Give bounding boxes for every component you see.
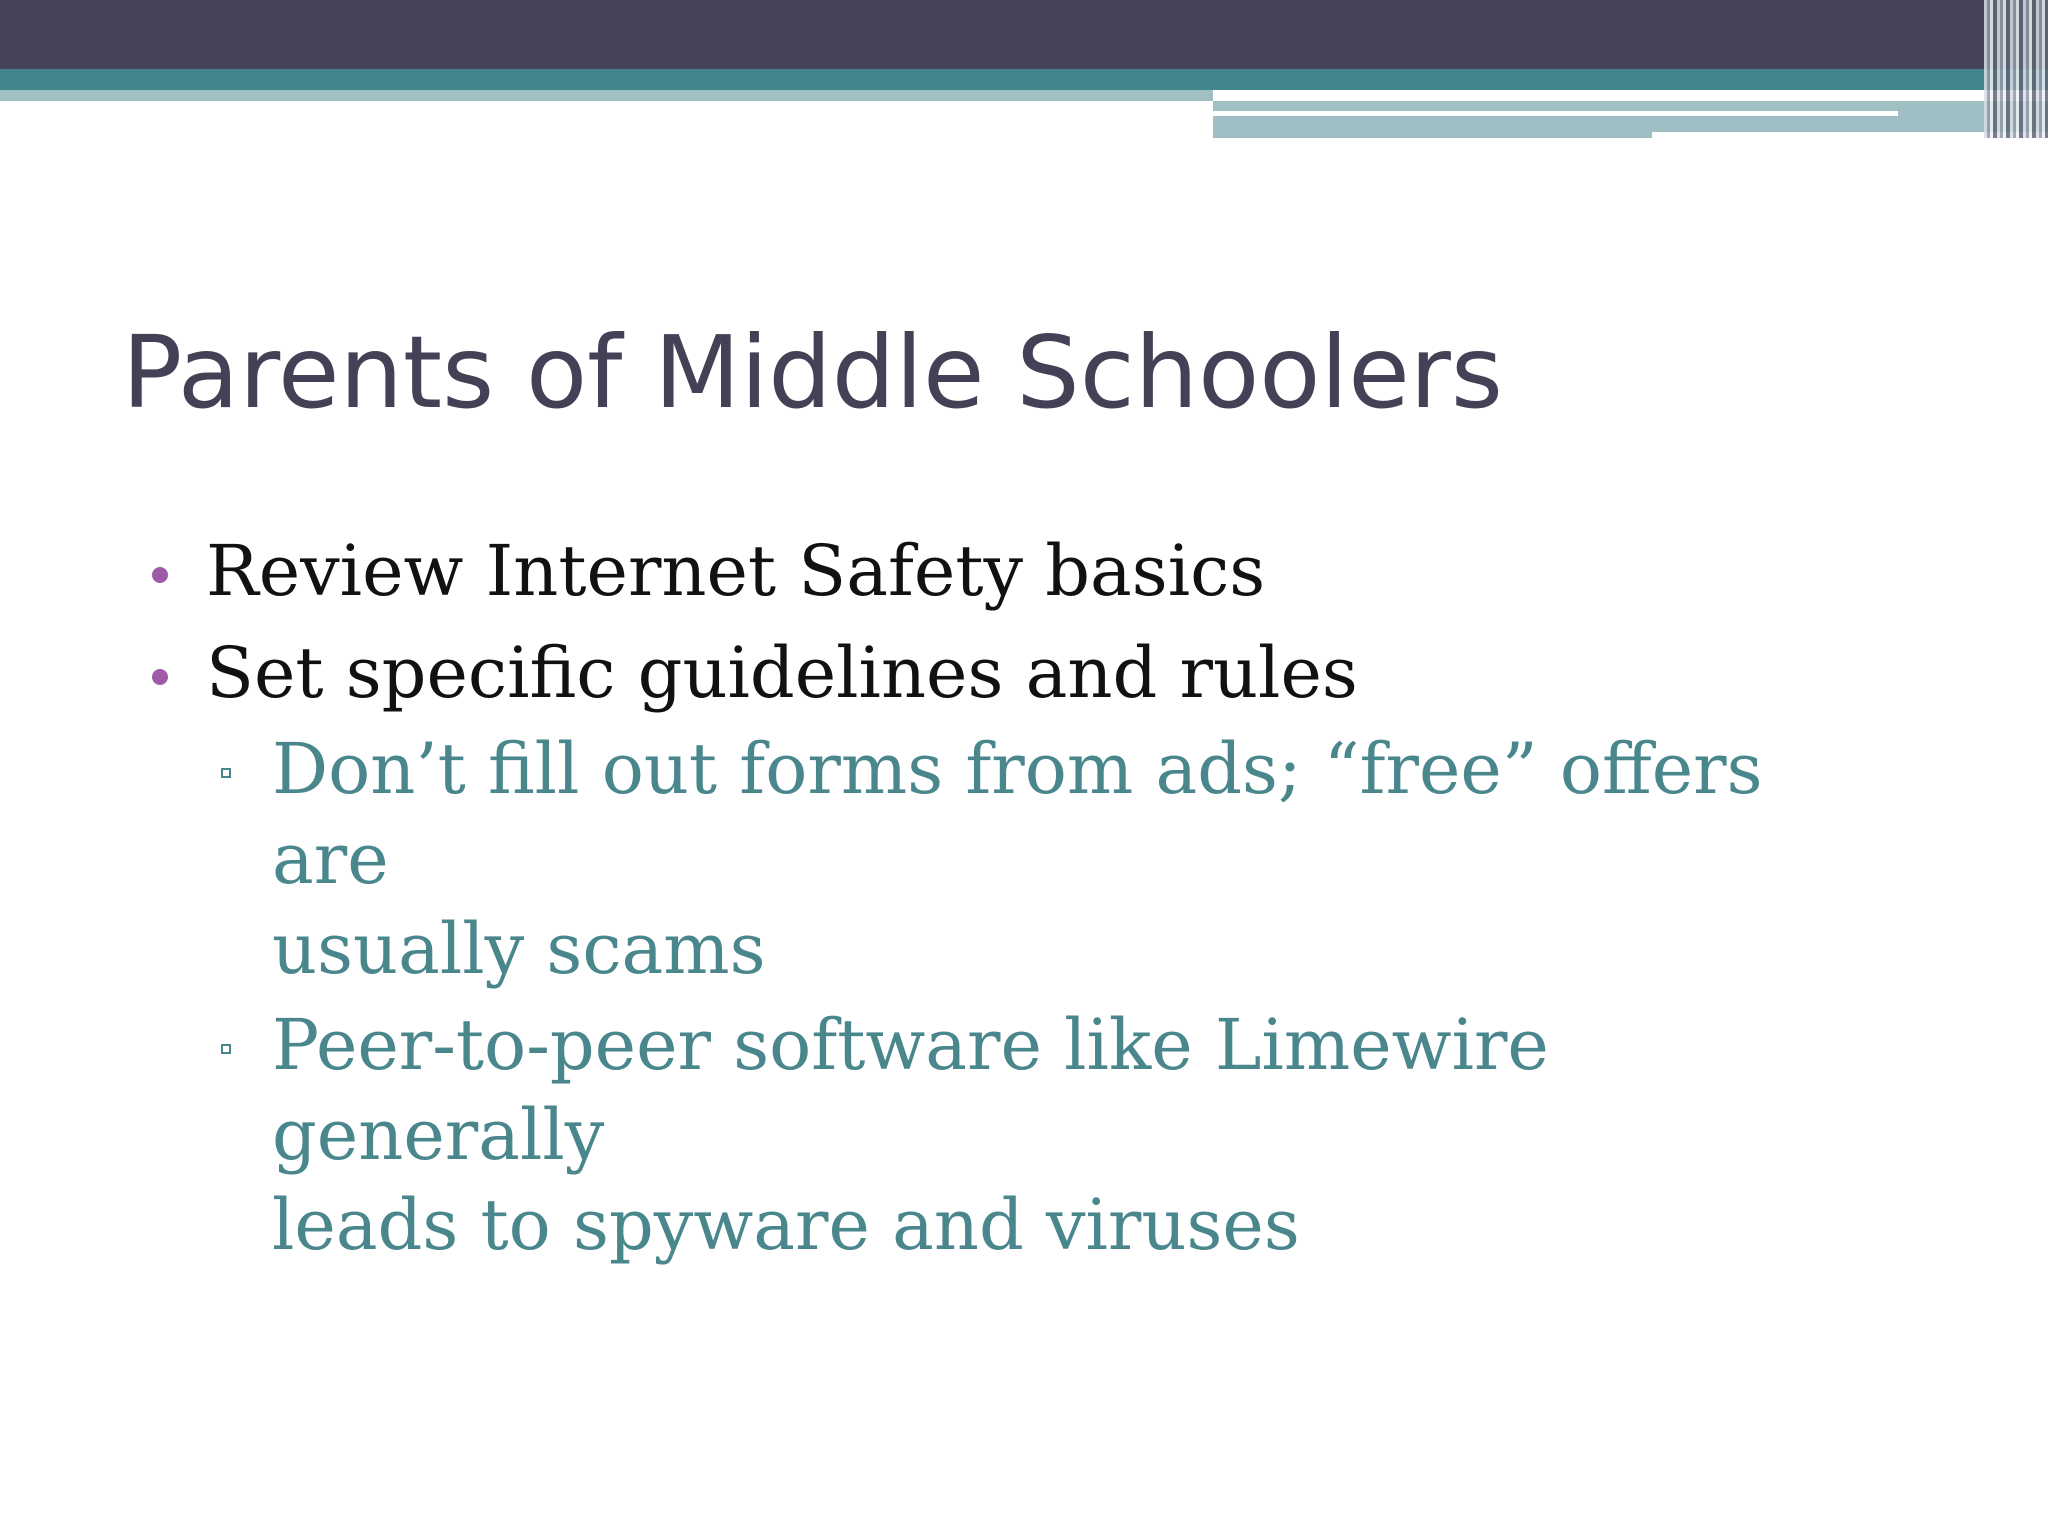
sub-bullet-line: usually scams [272, 908, 766, 990]
slide-content [148, 520, 1848, 1270]
bullet-dot-icon [152, 669, 168, 685]
bullet-item [148, 520, 1848, 622]
header-band-teal [0, 69, 2048, 90]
sub-bullet-item [148, 724, 1848, 994]
bullet-item [148, 622, 1848, 724]
header-stripes-decoration [1984, 0, 2048, 138]
bullet-dot-icon [152, 567, 168, 583]
bullet-text: Set specific guidelines and rules [206, 632, 1358, 714]
slide-title: Parents of Middle Schoolers [122, 314, 1504, 431]
sub-bullet-line: Don’t fill out forms from ads; “free” offers are [272, 728, 1763, 900]
square-bullet-icon [221, 1044, 231, 1054]
bullet-text: Review Internet Safety basics [206, 530, 1266, 612]
sub-bullet-item [148, 1000, 1848, 1270]
header-band-light-left [0, 90, 1213, 101]
sub-bullet-line: Peer-to-peer software like Limewire generally [272, 1004, 1549, 1176]
sub-bullet-line: leads to spyware and viruses [272, 1184, 1300, 1266]
square-bullet-icon [221, 768, 231, 778]
header-band-dark [0, 0, 2048, 69]
